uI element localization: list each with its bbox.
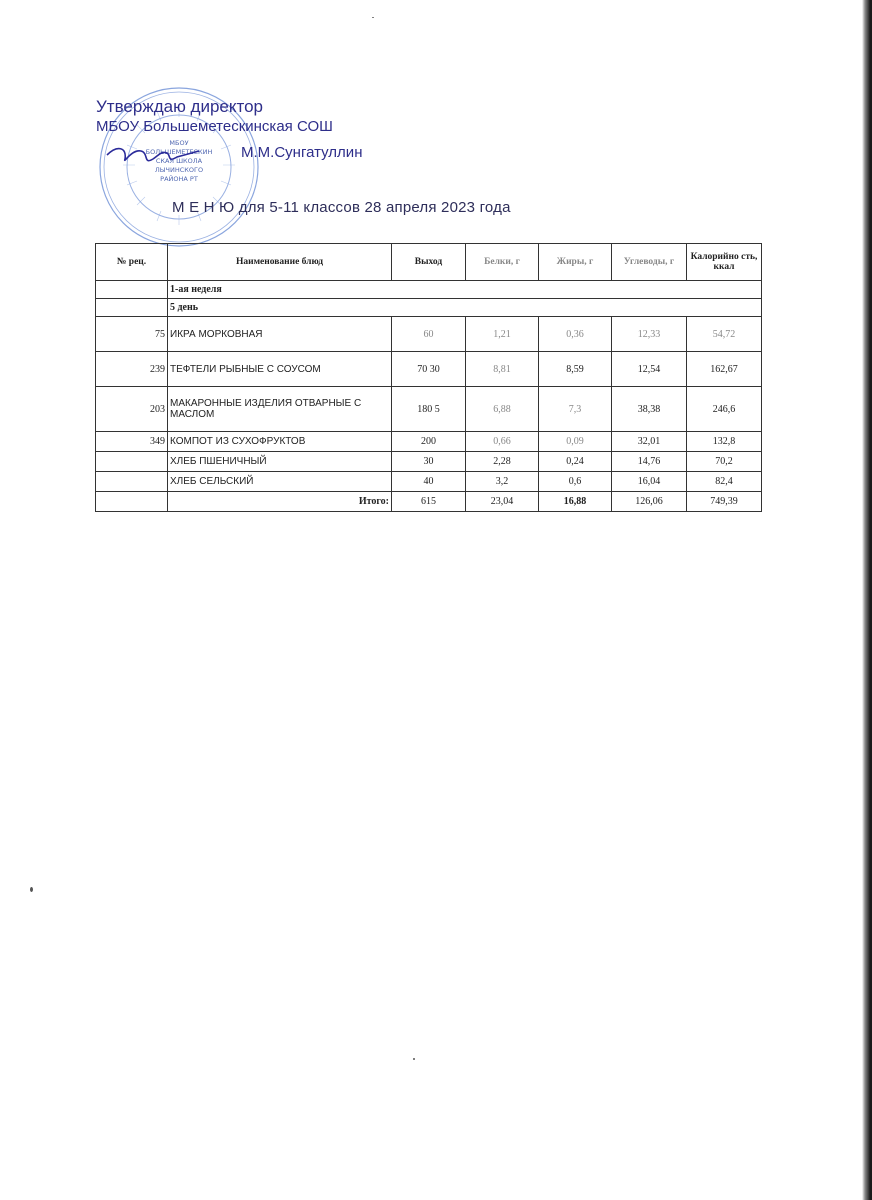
dish-protein: 1,21 — [466, 317, 539, 352]
dish-output: 200 — [392, 432, 466, 452]
week-row — [96, 281, 762, 299]
table-row — [96, 352, 762, 387]
dish-name: ХЛЕБ СЕЛЬСКИЙ — [168, 472, 392, 492]
menu-table — [95, 243, 762, 512]
table-row — [96, 432, 762, 452]
rec-number: 203 — [96, 387, 168, 432]
col-header-carbs: Углеводы, г — [612, 244, 687, 281]
stamp-line: РАЙОНА РТ — [160, 175, 198, 183]
total-carbs: 126,06 — [612, 492, 687, 512]
total-fat: 16,88 — [539, 492, 612, 512]
dish-fat: 0,09 — [539, 432, 612, 452]
total-row — [96, 492, 762, 512]
dish-protein: 3,2 — [466, 472, 539, 492]
table-row — [96, 472, 762, 492]
col-header-rec: № рец. — [96, 244, 168, 281]
dish-fat: 0,24 — [539, 452, 612, 472]
dish-output: 70 30 — [392, 352, 466, 387]
dish-carbs: 12,54 — [612, 352, 687, 387]
dish-carbs: 14,76 — [612, 452, 687, 472]
day-label: 5 день — [168, 299, 762, 317]
dish-protein: 0,66 — [466, 432, 539, 452]
col-header-fat: Жиры, г — [539, 244, 612, 281]
dish-output: 180 5 — [392, 387, 466, 432]
director-name: М.М.Сунгатуллин — [241, 144, 363, 161]
dish-name: ТЕФТЕЛИ РЫБНЫЕ С СОУСОМ — [168, 352, 392, 387]
scan-speck — [30, 887, 33, 892]
dish-kcal: 70,2 — [687, 452, 762, 472]
approval-title: Утверждаю директор — [96, 97, 264, 116]
dish-kcal: 54,72 — [687, 317, 762, 352]
rec-number — [96, 472, 168, 492]
dish-kcal: 132,8 — [687, 432, 762, 452]
table-row — [96, 387, 762, 432]
total-output: 615 — [392, 492, 466, 512]
rec-number: 75 — [96, 317, 168, 352]
dish-carbs: 16,04 — [612, 472, 687, 492]
dish-fat: 0,6 — [539, 472, 612, 492]
dish-output: 40 — [392, 472, 466, 492]
total-protein: 23,04 — [466, 492, 539, 512]
col-header-protein: Белки, г — [466, 244, 539, 281]
dish-name: ХЛЕБ ПШЕНИЧНЫЙ — [168, 452, 392, 472]
dish-kcal: 162,67 — [687, 352, 762, 387]
scan-edge-shadow — [862, 0, 872, 1200]
stamp-line: СКАЯ ШКОЛА — [155, 157, 203, 165]
stamp-line: БОЛЬШЕМЕТЕСКИН — [145, 148, 213, 156]
stamp-line: ЛЫЧИНСКОГО — [154, 166, 204, 174]
col-header-output: Выход — [392, 244, 466, 281]
week-label: 1-ая неделя — [168, 281, 762, 299]
scan-speck — [413, 1058, 415, 1060]
dish-output: 60 — [392, 317, 466, 352]
menu-title: М Е Н Ю для 5-11 классов 28 апреля 2023 года — [172, 199, 511, 216]
dish-carbs: 38,38 — [612, 387, 687, 432]
rec-number: 239 — [96, 352, 168, 387]
dish-fat: 8,59 — [539, 352, 612, 387]
dish-fat: 7,3 — [539, 387, 612, 432]
col-header-name: Наименование блюд — [168, 244, 392, 281]
table-row — [96, 317, 762, 352]
dish-carbs: 12,33 — [612, 317, 687, 352]
dish-protein: 2,28 — [466, 452, 539, 472]
header-row — [96, 244, 762, 281]
day-row — [96, 299, 762, 317]
dish-protein: 6,88 — [466, 387, 539, 432]
total-label: Итого: — [168, 492, 392, 512]
table-row — [96, 452, 762, 472]
dish-kcal: 82,4 — [687, 472, 762, 492]
rec-number — [96, 452, 168, 472]
dish-output: 30 — [392, 452, 466, 472]
rec-number: 349 — [96, 432, 168, 452]
col-header-kcal: Калорийно сть, ккал — [687, 244, 762, 281]
dish-protein: 8,81 — [466, 352, 539, 387]
school-name: МБОУ Большеметескинская СОШ — [96, 118, 333, 135]
dish-kcal: 246,6 — [687, 387, 762, 432]
dish-carbs: 32,01 — [612, 432, 687, 452]
total-kcal: 749,39 — [687, 492, 762, 512]
dish-name: КОМПОТ ИЗ СУХОФРУКТОВ — [168, 432, 392, 452]
dish-name: МАКАРОННЫЕ ИЗДЕЛИЯ ОТВАРНЫЕ С МАСЛОМ — [168, 387, 392, 432]
stamp-line: МБОУ — [169, 139, 189, 147]
scan-speck — [372, 17, 374, 18]
dish-fat: 0,36 — [539, 317, 612, 352]
dish-name: ИКРА МОРКОВНАЯ — [168, 317, 392, 352]
